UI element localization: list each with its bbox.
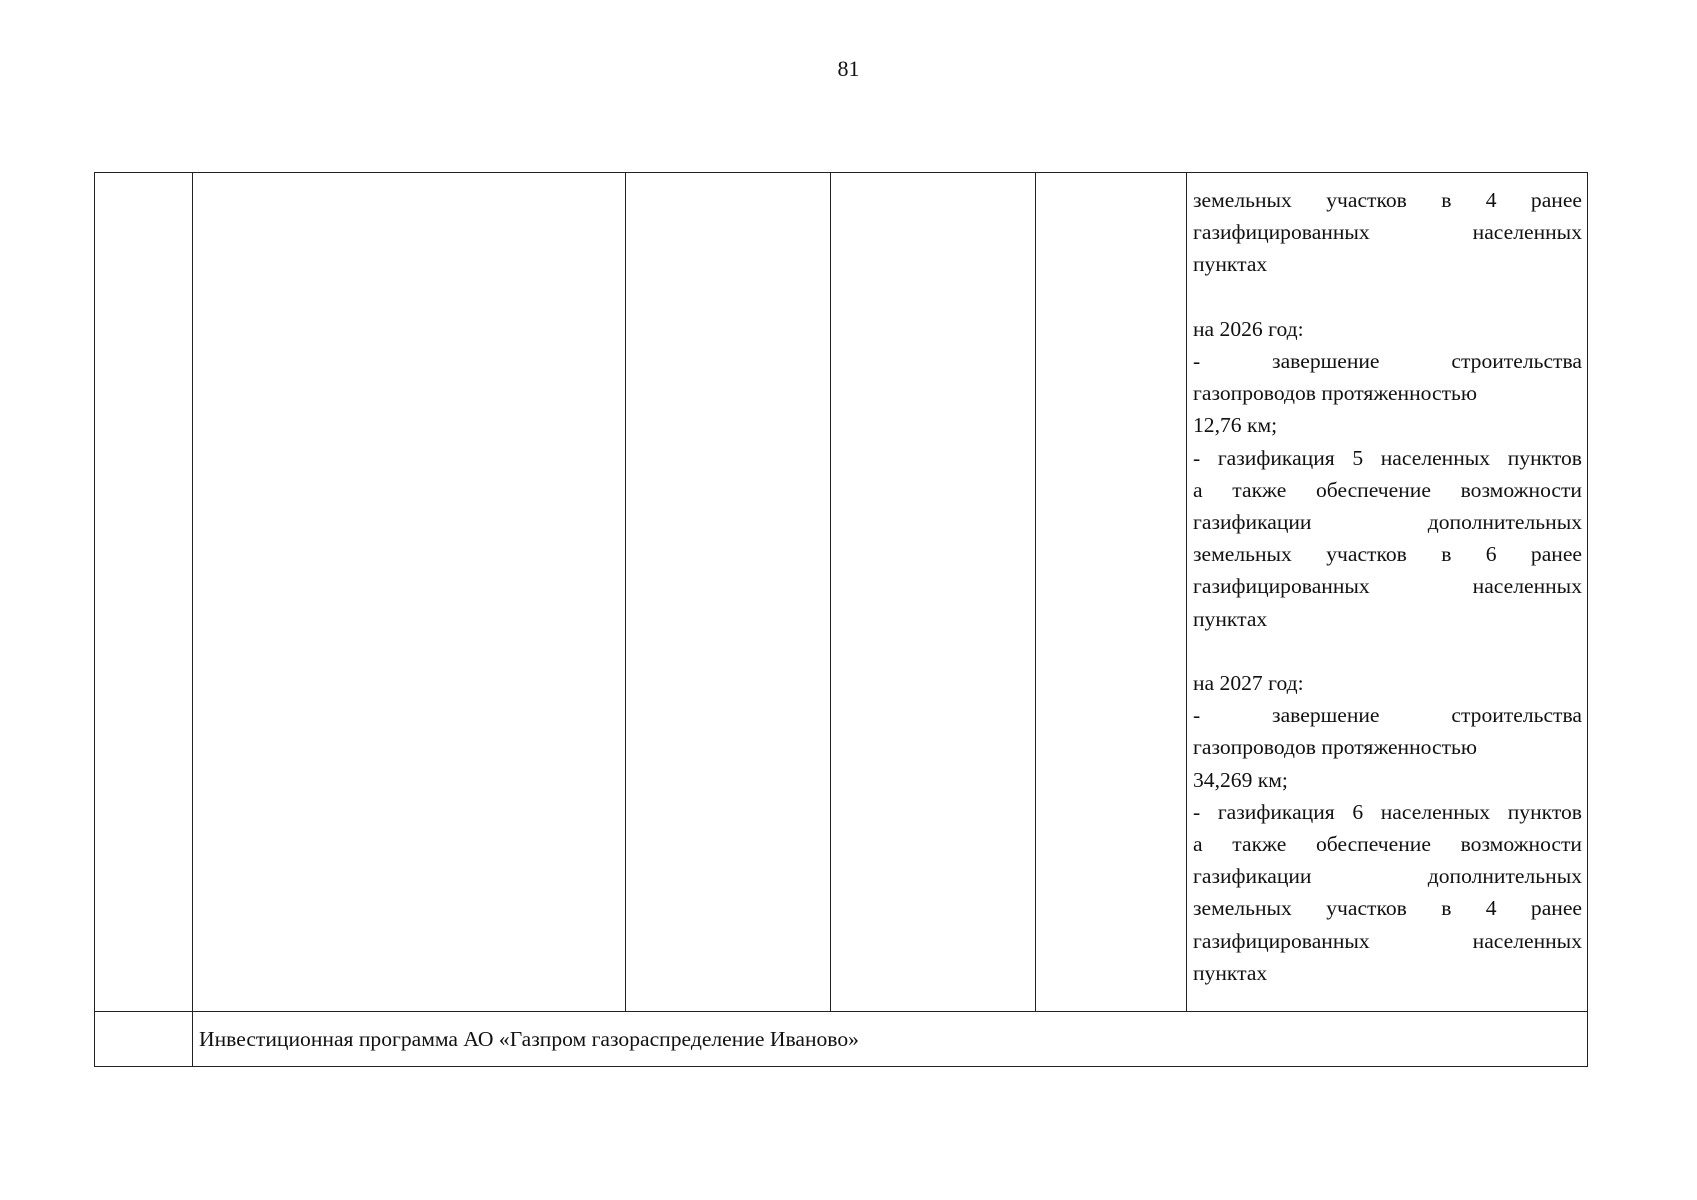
- description-word: населенных: [1472, 928, 1582, 953]
- description-word: в: [1441, 896, 1452, 921]
- description-line: [1193, 892, 1582, 924]
- table-cell-number: [95, 1012, 193, 1067]
- description-word: возможности: [1460, 832, 1582, 857]
- description-word: обеспечение: [1315, 832, 1431, 857]
- description-word: завершение: [1272, 349, 1380, 373]
- description-word: ранее: [1530, 896, 1582, 921]
- description-word: ранее: [1530, 188, 1582, 212]
- description-line: [1193, 538, 1582, 570]
- description-word: земельных: [1193, 896, 1292, 921]
- description-line: на 2026 год:: [1193, 316, 1304, 341]
- description-word: участков: [1326, 188, 1407, 212]
- description-word: а: [1193, 477, 1203, 502]
- table-cell-3: [626, 173, 831, 1012]
- description-word: а: [1193, 832, 1203, 857]
- description-word: -: [1193, 349, 1201, 373]
- description-line: 12,76 км;: [1193, 413, 1278, 438]
- table-row: [95, 1012, 1588, 1067]
- description-line: [1193, 442, 1582, 474]
- description-word: завершение: [1272, 703, 1380, 728]
- table-cell-name: [193, 173, 626, 1012]
- description-word: населенных: [1380, 799, 1491, 824]
- description-word: 4: [1485, 896, 1497, 921]
- description-line: [1193, 925, 1582, 957]
- document-table: [94, 172, 1588, 1067]
- table-cell-number: [95, 173, 193, 1012]
- table-cell-description: [1187, 173, 1588, 1012]
- description-word: в: [1441, 542, 1452, 567]
- description-word: населенных: [1380, 445, 1491, 470]
- page-number: 81: [837, 56, 860, 81]
- description-line: [1193, 699, 1582, 731]
- description-word: газификации: [1193, 510, 1312, 535]
- description-word: 4: [1485, 188, 1497, 212]
- description-word: пунктов: [1507, 445, 1582, 470]
- description-text: [1193, 184, 1582, 989]
- description-word: 5: [1352, 445, 1364, 470]
- description-line: [1193, 184, 1582, 216]
- description-word: возможности: [1460, 477, 1582, 502]
- description-line: [1193, 828, 1582, 860]
- description-line: [1193, 860, 1582, 892]
- description-word: обеспечение: [1315, 477, 1431, 502]
- description-word: -: [1193, 445, 1201, 470]
- description-word: строительства: [1451, 349, 1582, 373]
- description-word: дополнительных: [1427, 510, 1582, 535]
- description-line: на 2027 год:: [1193, 671, 1304, 696]
- description-word: газификация: [1217, 799, 1335, 824]
- description-word: населенных: [1472, 574, 1582, 599]
- description-word: пунктов: [1507, 799, 1582, 824]
- table-cell-4: [831, 173, 1036, 1012]
- description-word: 6: [1485, 542, 1497, 567]
- description-line: [1193, 216, 1582, 248]
- description-line: [1193, 281, 1582, 313]
- description-word: газифицированных: [1193, 928, 1370, 953]
- description-line: пунктах: [1193, 606, 1268, 631]
- description-word: в: [1441, 188, 1452, 212]
- description-line: [1193, 570, 1582, 602]
- description-word: 6: [1352, 799, 1364, 824]
- description-word: также: [1232, 832, 1287, 857]
- description-word: газифицированных: [1193, 220, 1370, 245]
- table-cell-5: [1036, 173, 1187, 1012]
- description-word: -: [1193, 703, 1201, 728]
- description-word: также: [1232, 477, 1287, 502]
- description-word: газификация: [1217, 445, 1335, 470]
- description-line: [1193, 635, 1582, 667]
- description-word: населенных: [1472, 220, 1582, 245]
- description-word: газификации: [1193, 864, 1312, 889]
- description-line: 34,269 км;: [1193, 767, 1288, 792]
- program-title: Инвестиционная программа АО «Газпром газораспределение Иваново»: [193, 1012, 1588, 1067]
- description-line: пунктах: [1193, 960, 1268, 985]
- table-row: [95, 173, 1588, 1012]
- description-line: пунктах: [1193, 252, 1268, 277]
- description-line: [1193, 345, 1582, 377]
- description-line: [1193, 796, 1582, 828]
- description-line: [1193, 506, 1582, 538]
- description-word: участков: [1326, 542, 1407, 567]
- description-line: газопроводов протяженностью: [1193, 735, 1478, 760]
- description-line: [1193, 474, 1582, 506]
- description-word: газифицированных: [1193, 574, 1370, 599]
- description-word: дополнительных: [1427, 864, 1582, 889]
- description-word: участков: [1326, 896, 1407, 921]
- description-word: -: [1193, 799, 1201, 824]
- description-word: ранее: [1530, 542, 1582, 567]
- description-word: земельных: [1193, 542, 1292, 567]
- description-word: земельных: [1193, 188, 1292, 212]
- description-word: строительства: [1451, 703, 1582, 728]
- description-line: газопроводов протяженностью: [1193, 381, 1478, 406]
